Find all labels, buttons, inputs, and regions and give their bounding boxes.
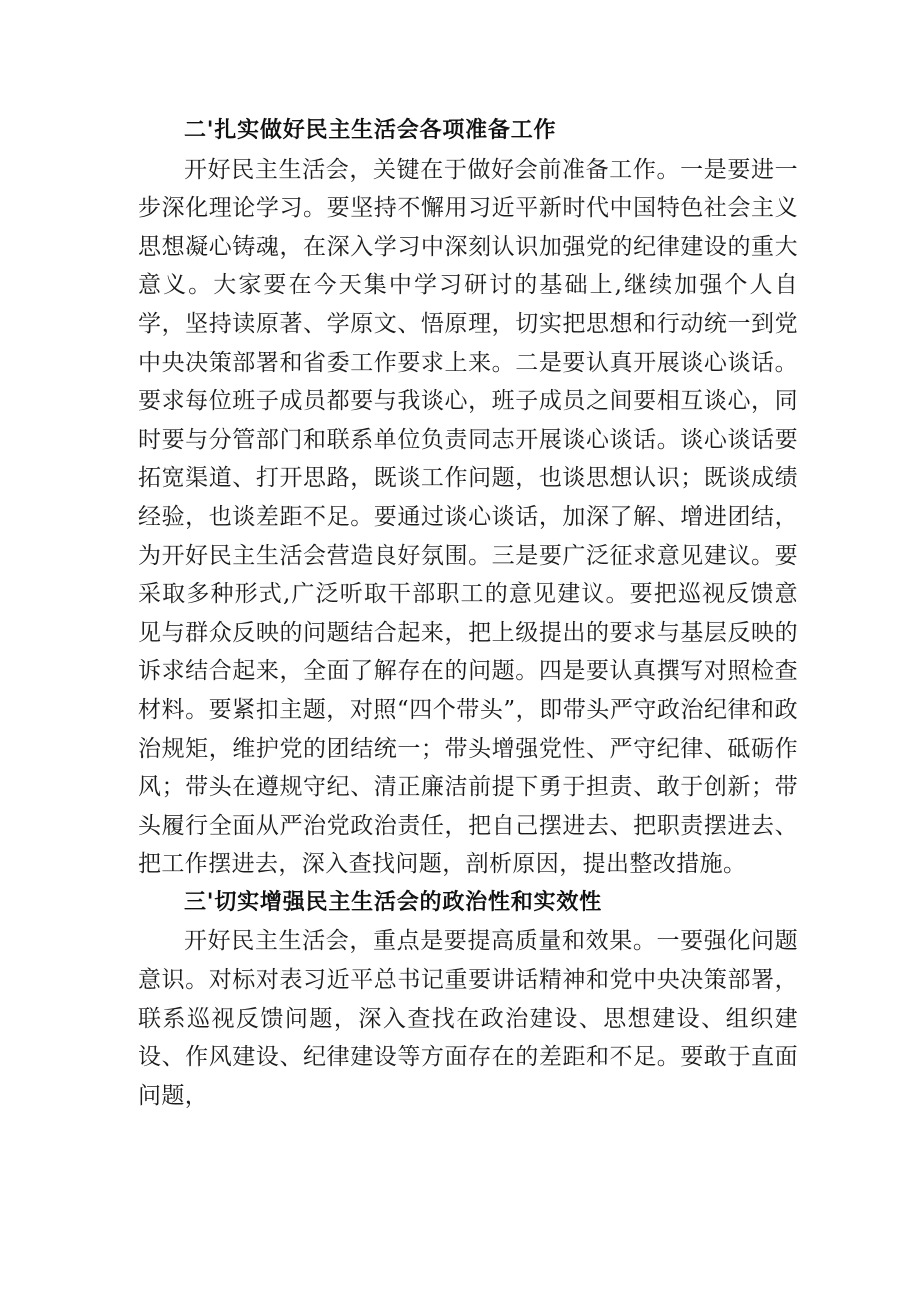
section-3-paragraph: 开好民主生活会，重点是要提高质量和效果。一要强化问题意识。对标对表习近平总书记重要讲话精神和党中央决策部署，联系巡视反馈问题，深入查找在政治建设、思想建设、组织建设、作风建设、纪律建设等方面存在的差距和不足。要敢于直面问题， — [138, 928, 798, 1109]
document-body — [138, 112, 798, 1115]
section-3-heading: 三'切实增强民主生活会的政治性和实效性 — [184, 889, 602, 915]
section-2-paragraph: 开好民主生活会，关键在于做好会前准备工作。一是要进一步深化理论学习。要坚持不懈用习近平新时代中国特色社会主义思想凝心铸魂，在深入学习中深刻认识加强党的纪律建设的重大意义。大家要在今天集中学习研讨的基础上,继续加强个人自学，坚持读原著、学原文、悟原理，切实把思想和行动统一到党中央决策部署和省委工作要求上来。二是要认真开展谈心谈话。要求每位班子成员都要与我谈心，班子成员之间要相互谈心，同时要与分管部门和联系单位负责同志开展谈心谈话。谈心谈话要拓宽渠道、打开思路，既谈工作问题，也谈思想认识；既谈成绩经验，也谈差距不足。要通过谈心谈话，加深了解、增进团结，为开好民主生活会营造良好氛围。三是要广泛征求意见建议。要采取多种形式,广泛听取干部职工的意见建议。要把巡视反馈意见与群众反映的问题结合起来，把上级提出的要求与基层反映的诉求结合起来，全面了解存在的问题。四是要认真撰写对照检查材料。要紧扣主题，对照“四个带头”，即带头严守政治纪律和政治规矩，维护党的团结统一；带头增强党性、严守纪律、砥砺作风；带头在遵规守纪、清正廉洁前提下勇于担责、敢于创新；带头履行全面从严治党政治责任，把自己摆进去、把职责摆进去、把工作摆进去，深入查找问题，剖析原因，提出整改措施。 — [138, 156, 798, 878]
section-2-heading: 二'扎实做好民主生活会各项准备工作 — [184, 118, 557, 143]
